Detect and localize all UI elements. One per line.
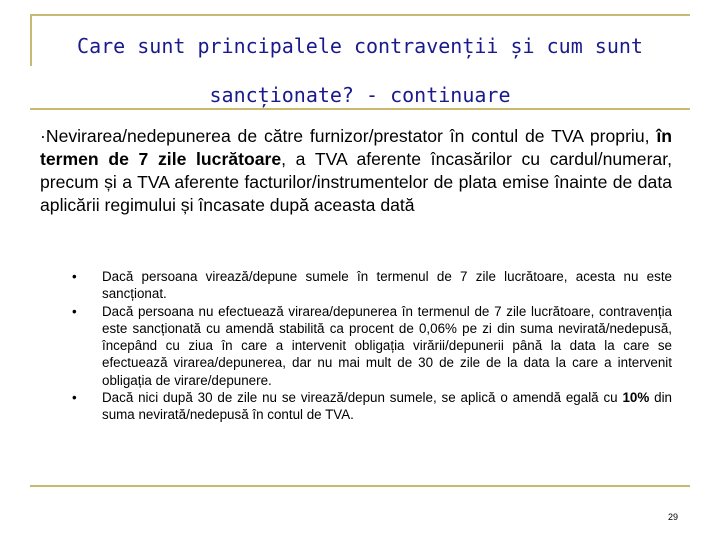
bullet-text-bold: 10% (622, 390, 650, 406)
bullet-text: Dacă persoana nu efectuează virarea/depunerea în termenul de 7 zile lucrătoare, contravenția este sancționată cu amendă stabilită ca procent de 0,06% pe zi din suma nevirată/nedepusă, începând cu ziua în care a intervenit obligația virării/depunerii până la data la care se efectuează virarea/depunerea, dar nu mai mult de 30 de zile de la data la care a intervenit obligația de virare/depunere. (102, 303, 672, 388)
page-number: 29 (667, 512, 678, 522)
bullet-text: Dacă persoana virează/depune sumele în termenul de 7 zile lucrătoare, acesta nu este sancționat. (102, 269, 672, 302)
sub-bullet-list (72, 268, 672, 424)
list-item (72, 303, 672, 389)
bullet-dot-icon: • (72, 269, 77, 284)
main-paragraph (40, 125, 672, 217)
main-text-start: Nevirarea/nedepunerea de către furnizor/prestator în contul de TVA propriu, (45, 126, 657, 146)
title-line-2: sancționate? - continuare (209, 83, 511, 107)
frame-left-accent (30, 14, 32, 66)
bullet-text-start: Dacă nici după 30 de zile nu se virează/depun sumele, se aplică o amendă egală cu (102, 390, 623, 406)
bullet-dot-icon: • (72, 390, 77, 406)
main-bullet-symbol: · (40, 126, 46, 146)
slide-title (40, 22, 680, 120)
main-text-end: , a TVA aferente încasărilor cu cardul/numerar, precum și a TVA aferente facturilor/instrumentelor de plata emise înainte de data aplicării regimului și încasate după aceasta dată (40, 149, 672, 215)
main-text-bold: în termen de 7 zile lucrătoare (40, 126, 672, 169)
frame-top-line (30, 14, 690, 16)
bullet-dot-icon: • (72, 303, 77, 319)
title-line-1: Care sunt principalele contravenții și cum sunt (77, 34, 643, 58)
bullet-text-end: din suma nevirată/nedepusă în contul de TVA. (102, 390, 672, 423)
list-item (72, 389, 672, 424)
list-item (72, 268, 672, 303)
footer-divider-line (30, 485, 690, 487)
